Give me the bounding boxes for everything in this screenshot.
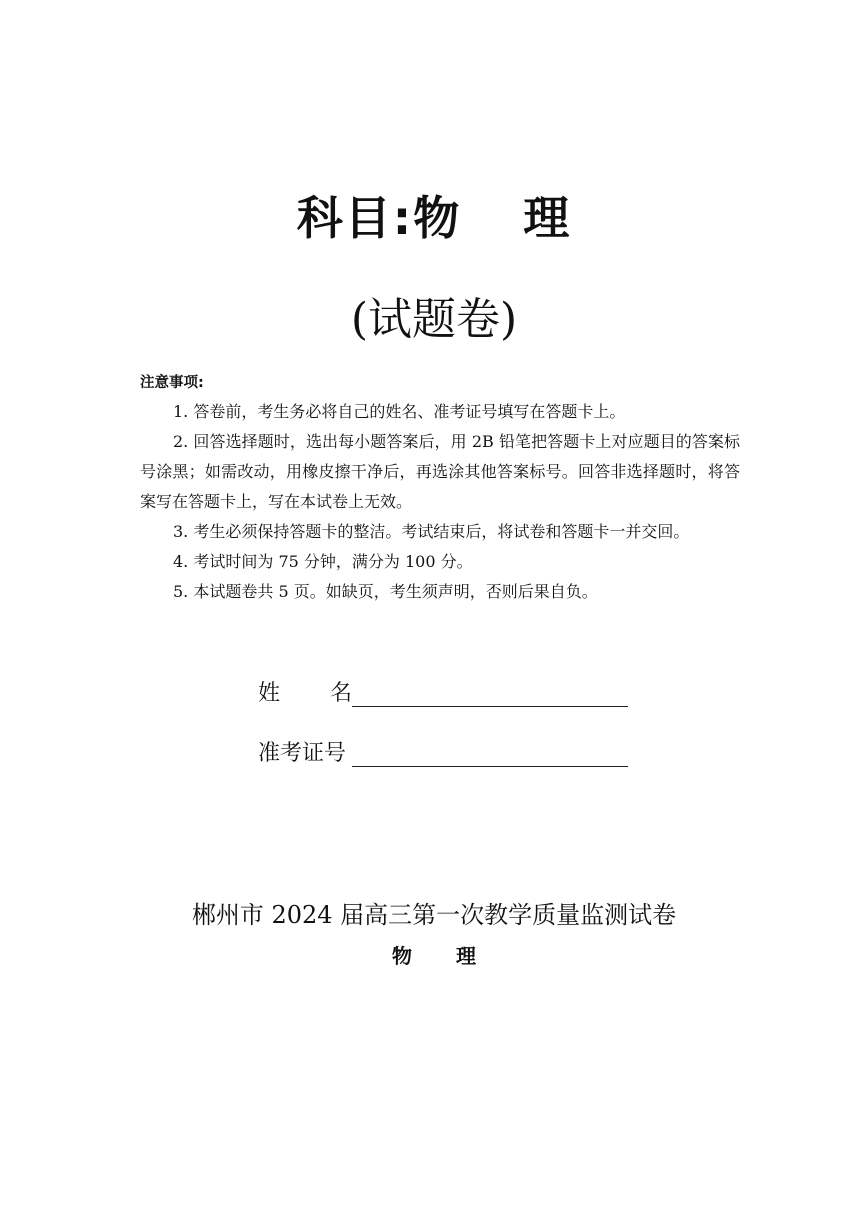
footer-subject-char-2: 理 (456, 944, 476, 968)
notice-section (140, 370, 740, 607)
notice-item-5: 5. 本试题卷共 5 页。如缺页，考生须声明，否则后果自负。 (173, 582, 598, 601)
exam-id-label: 准考证号 (258, 741, 347, 766)
exam-id-blank-line[interactable] (352, 738, 628, 767)
name-label (258, 676, 352, 707)
name-label-char-1: 姓 (258, 681, 281, 706)
footer-subject (0, 940, 868, 969)
subject-name-char-2: 理 (523, 191, 572, 245)
subject-name-char-1: 物 (413, 191, 462, 245)
paper-type: (试题卷) (350, 294, 518, 345)
name-label-char-2: 名 (329, 681, 352, 706)
exam-title: 郴州市 2024 届高三第一次教学质量监测试卷 (191, 901, 677, 929)
subject-label: 科目: (296, 191, 414, 245)
subject-title (0, 182, 868, 248)
exam-id-field-row (258, 731, 628, 767)
footer-subject-char-1: 物 (392, 944, 412, 968)
notice-item-3: 3. 考生必须保持答题卡的整洁。考试结束后，将试卷和答题卡一并交回。 (173, 522, 690, 541)
notice-item-1: 1. 答卷前，考生务必将自己的姓名、准考证号填写在答题卡上。 (173, 402, 626, 421)
name-blank-line[interactable] (352, 678, 628, 707)
notice-item-4: 4. 考试时间为 75 分钟，满分为 100 分。 (173, 552, 473, 571)
notice-heading: 注意事项: (140, 375, 204, 391)
candidate-info-fields (258, 671, 628, 791)
name-field-row (258, 671, 628, 707)
notice-item-2: 2. 回答选择题时，选出每小题答案后，用 2B 铅笔把答题卡上对应题目的答案标号涂黑；如需改动，用橡皮擦干净后，再选涂其他答案标号。回答非选择题时，将答案写在答题卡上，写在本试卷上无效。 (140, 432, 740, 511)
